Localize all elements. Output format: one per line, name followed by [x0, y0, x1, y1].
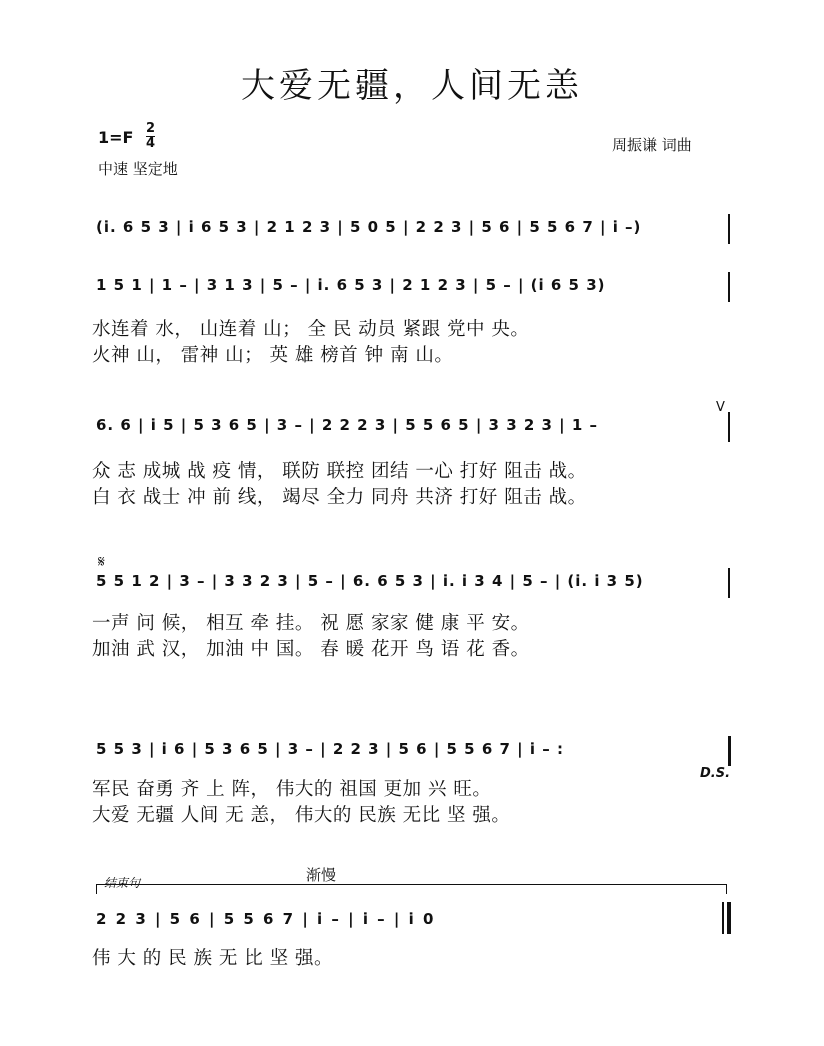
- lyric-row-4-verse-2: 加油 武 汉， 加油 中 国。 春 暖 花开 鸟 语 花 香。: [92, 639, 530, 660]
- time-bottom: 4: [146, 136, 156, 151]
- coda-label: 结束句: [104, 876, 141, 890]
- notation-row-5: 5 5 3 | i̇ 6 | 5 3 6 5 | 3 – | 2 2 3 | 5 6 | 5 5 6 7 | i̇ – :: [96, 740, 564, 758]
- song-title: 大爱无疆，人间无恙: [241, 66, 583, 106]
- lyric-row-2-verse-2: 火神 山， 雷神 山； 英 雄 榜首 钟 南 山。: [92, 345, 454, 366]
- barline: [728, 412, 730, 442]
- notation-row-2: 1 5 1 | 1 – | 3 1 3 | 5 – | i̇. 6 5 3 | 2 1 2 3 | 5 – | (i̇ 6 5 3): [96, 276, 606, 294]
- lyric-row-6: 伟 大 的 民 族 无 比 坚 强。: [92, 948, 334, 969]
- coda-bracket-line: [96, 884, 726, 885]
- lyric-row-3-verse-1: 众 志 成城 战 疫 情， 联防 联控 团结 一心 打好 阻击 战。: [92, 461, 587, 482]
- barline: [728, 568, 730, 598]
- final-barline-thick: [727, 902, 731, 934]
- coda-bracket-right: [726, 884, 727, 894]
- time-signature: [146, 122, 155, 151]
- segno-sign: 𝄋: [98, 552, 105, 571]
- notation-row-3: 6. 6 | i̇ 5 | 5 3 6 5 | 3 – | 2 2 2 3 | 5 5 6 5 | 3 3 2 3 | 1 –: [96, 416, 599, 434]
- composer: 周振谦 词曲: [612, 136, 692, 154]
- notation-row-4: 5 5 1 2 | 3 – | 3 3 2 3 | 5 – | 6. 6 5 3 | i̇. i̇ 3 4 | 5 – | (i̇. i̇ 3 5): [96, 572, 644, 590]
- lyric-row-5-verse-2: 大爱 无疆 人间 无 恙， 伟大的 民族 无比 坚 强。: [92, 805, 511, 826]
- dal-segno-mark: D.S.: [700, 766, 731, 781]
- barline: [728, 272, 730, 302]
- lyric-row-4-verse-1: 一声 问 候， 相互 牵 挂。 祝 愿 家家 健 康 平 安。: [92, 613, 530, 634]
- lyric-row-3-verse-2: 白 衣 战士 冲 前 线， 竭尽 全力 同舟 共济 打好 阻击 战。: [92, 487, 587, 508]
- breath-mark: V: [716, 400, 725, 415]
- tempo-change-marking: 渐慢: [306, 866, 337, 884]
- lyric-row-5-verse-1: 军民 奋勇 齐 上 阵， 伟大的 祖国 更加 兴 旺。: [92, 779, 492, 800]
- notation-row-1: (i̇. 6 5 3 | i̇ 6 5 3 | 2 1 2 3 | 5 0 5 | 2 2 3 | 5 6 | 5 5 6 7 | i̇ –): [96, 218, 642, 236]
- time-top: 2: [146, 121, 156, 136]
- coda-bracket-left: [96, 884, 97, 894]
- barline: [728, 214, 730, 244]
- lyric-row-2-verse-1: 水连着 水， 山连着 山； 全 民 动员 紧跟 党中 央。: [92, 319, 530, 340]
- final-barline-thin: [722, 902, 724, 934]
- notation-row-6: 2 2 3 | 5 6 | 5 5 6 7 | i̇ – | i̇ – | i̇ 0: [96, 910, 436, 928]
- repeat-barline: [728, 736, 731, 766]
- tempo-marking: 中速 坚定地: [98, 160, 178, 178]
- key-signature: 1=F: [98, 128, 134, 147]
